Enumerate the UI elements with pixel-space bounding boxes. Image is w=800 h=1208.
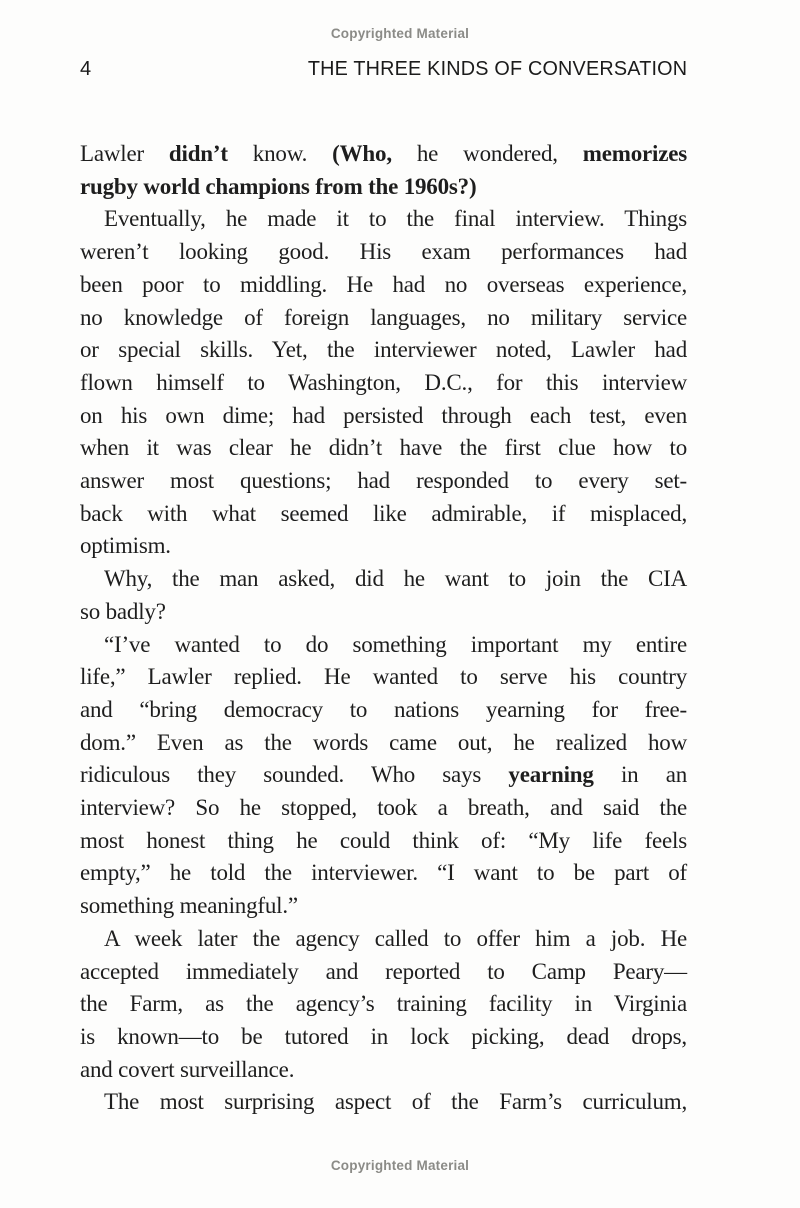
text-line: [80, 563, 687, 596]
text-line: [80, 465, 687, 498]
text-segment: The most surprising aspect of the Farm’s curriculum,: [104, 1089, 687, 1115]
text-segment: and “bring democracy to nations yearning for free-: [80, 696, 687, 722]
body-paragraph: [80, 923, 687, 1087]
text-segment: Eventually, he made it to the final interview. Things: [104, 206, 687, 232]
bold-text-segment: rugby world champions from the 1960s?): [80, 173, 477, 199]
text-segment: Lawler: [80, 141, 169, 166]
text-line: [80, 171, 687, 204]
text-line: [80, 759, 687, 792]
body-paragraph: [80, 1086, 687, 1119]
text-segment: “I’ve wanted to do something important my entire: [104, 631, 687, 657]
text-line: [80, 530, 687, 563]
body-paragraph: [80, 563, 687, 628]
text-segment: is known—to be tutored in lock picking, dead drops,: [80, 1023, 687, 1049]
text-segment: so badly?: [80, 598, 166, 624]
body-paragraph: [80, 203, 687, 563]
text-line: [80, 432, 687, 465]
text-segment: weren’t looking good. His exam performances had: [80, 239, 687, 265]
body-paragraph: [80, 138, 687, 203]
text-line: [80, 400, 687, 433]
text-segment: know.: [227, 141, 333, 166]
running-header: [80, 58, 687, 81]
text-segment: accepted immediately and reported to Camp Peary—: [80, 958, 687, 984]
text-line: [80, 988, 687, 1021]
text-line: [80, 203, 687, 236]
text-line: [80, 596, 687, 629]
body-paragraph: [80, 629, 687, 923]
text-segment: he wondered,: [391, 141, 583, 166]
text-line: [80, 661, 687, 694]
text-segment: empty,” he told the interviewer. “I want to be part of: [80, 860, 687, 886]
text-line: [80, 1054, 687, 1087]
text-line: [80, 138, 687, 171]
running-title: THE THREE KINDS OF CONVERSATION: [307, 58, 687, 80]
text-line: [80, 367, 687, 400]
text-line: [80, 334, 687, 367]
text-segment: most honest thing he could think of: “My life feels: [80, 827, 687, 853]
text-segment: and covert surveillance.: [80, 1056, 295, 1082]
text-line: [80, 269, 687, 302]
text-line: [80, 890, 687, 923]
body-text: [80, 138, 687, 1119]
text-segment: no knowledge of foreign languages, no military service: [80, 304, 687, 330]
copyright-banner-bottom: Copyrighted Material: [330, 1158, 470, 1173]
text-segment: Why, the man asked, did he want to join the CIA: [104, 566, 687, 592]
text-segment: optimism.: [80, 533, 171, 559]
text-segment: back with what seemed like admirable, if misplaced,: [80, 500, 687, 526]
bold-text-segment: memorizes: [582, 141, 687, 166]
text-segment: been poor to middling. He had no overseas experience,: [80, 271, 687, 297]
text-line: [80, 629, 687, 662]
text-line: [80, 694, 687, 727]
text-segment: answer most questions; had responded to every set-: [80, 468, 687, 494]
text-segment: in an: [593, 762, 687, 788]
text-segment: life,” Lawler replied. He wanted to serve his country: [80, 664, 687, 690]
text-segment: on his own dime; had persisted through each test, even: [80, 402, 687, 428]
text-segment: flown himself to Washington, D.C., for this interview: [80, 369, 687, 395]
text-line: [80, 727, 687, 760]
text-segment: the Farm, as the agency’s training facility in Virginia: [80, 991, 687, 1017]
text-line: [80, 1021, 687, 1054]
text-line: [80, 956, 687, 989]
bold-text-segment: (Who,: [332, 141, 392, 166]
text-line: [80, 923, 687, 956]
text-segment: A week later the agency called to offer him a job. He: [104, 925, 687, 951]
text-segment: something meaningful.”: [80, 893, 298, 919]
text-line: [80, 236, 687, 269]
text-segment: ridiculous they sounded. Who says: [80, 762, 509, 788]
text-line: [80, 792, 687, 825]
text-line: [80, 1086, 687, 1119]
text-segment: when it was clear he didn’t have the first clue how to: [80, 435, 687, 461]
bold-text-segment: yearning: [508, 762, 594, 788]
copyright-banner-top: Copyrighted Material: [330, 26, 470, 41]
bold-text-segment: didn’t: [168, 141, 228, 166]
text-line: [80, 498, 687, 531]
text-segment: interview? So he stopped, took a breath, and said the: [80, 795, 687, 821]
text-line: [80, 857, 687, 890]
text-line: [80, 825, 687, 858]
text-segment: dom.” Even as the words came out, he realized how: [80, 729, 687, 755]
text-segment: or special skills. Yet, the interviewer noted, Lawler had: [80, 337, 687, 363]
text-line: [80, 302, 687, 335]
page-number: 4: [80, 58, 92, 80]
